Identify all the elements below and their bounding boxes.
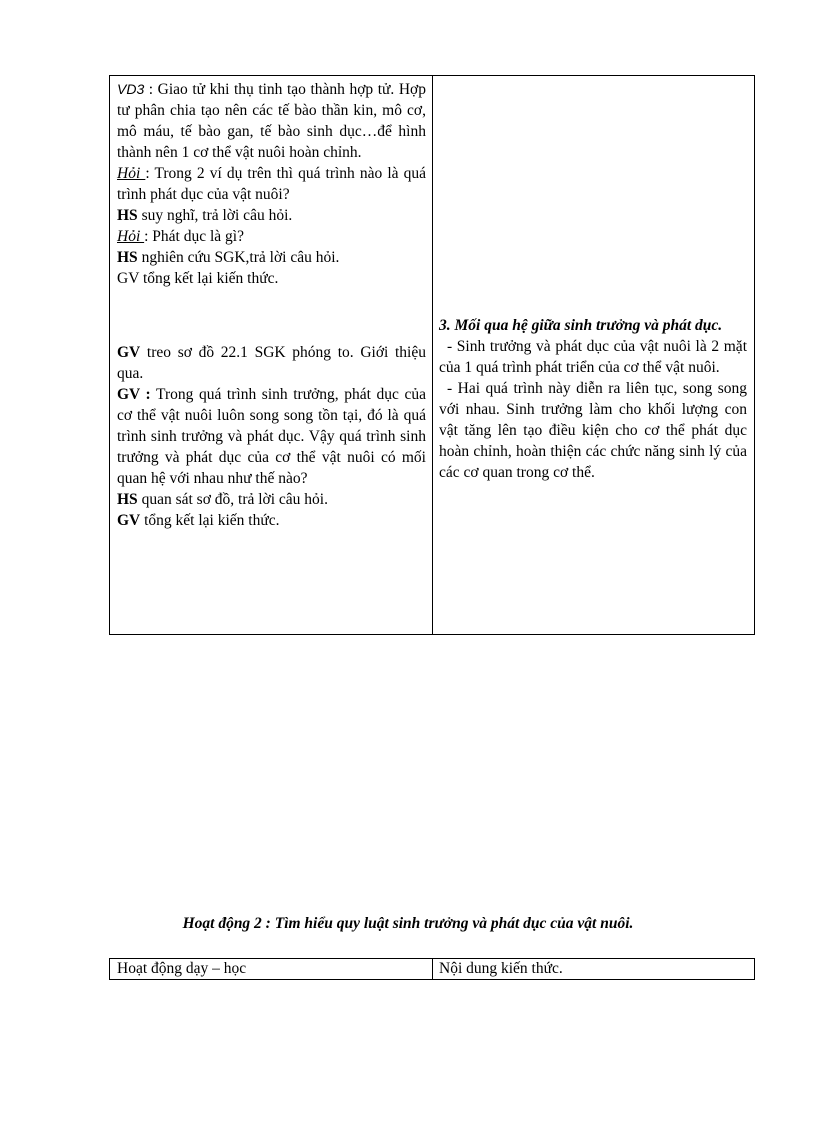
hs-answer-3 bbox=[117, 489, 426, 510]
hs-label: HS bbox=[117, 207, 138, 224]
question-1 bbox=[117, 163, 426, 205]
gv-diagram-text: treo sơ đồ 22.1 SGK phóng to. Giới thiệu qua. bbox=[117, 344, 426, 382]
relationship-point-1: - Sinh trưởng và phát dục của vật nuôi là 2 mặt của 1 quá trình phát triển của cơ thể vật nuôi. bbox=[439, 338, 747, 376]
gv-question-text: Trong quá trình sinh trưởng, phát dục của cơ thể vật nuôi luôn song song tồn tại, đó là quá trình sinh trưởng và phát dục. Vậy quá trình sinh trưởng và phát dục của cơ thể vật nuôi có mối quan hệ với nhau như thế nào? bbox=[117, 386, 427, 487]
vd3-text: : Giao tử khi thụ tinh tạo thành hợp tử. Hợp tư phân chia tạo nên các tế bào thần kin, mô cơ, mô máu, tế bào gan, tế bào sinh dục…để hình thành nên 1 cơ thể vật nuôi hoàn chỉnh. bbox=[117, 81, 426, 161]
hoi-label: Hỏi bbox=[117, 228, 145, 245]
hs-answer-2 bbox=[117, 247, 426, 268]
teaching-activities-cell bbox=[110, 76, 433, 634]
relationship-point-2: - Hai quá trình này diễn ra liên tục, song song với nhau. Sinh trưởng làm cho khối lượng con vật tăng lên tạo điều kiện cho cơ thể phát dục hoàn chỉnh, hoàn thiện các chức năng sinh lý của các cơ quan trong cơ thể. bbox=[439, 380, 747, 481]
lesson-table bbox=[109, 75, 755, 635]
gv-label: GV bbox=[117, 512, 141, 529]
gv-label: GV bbox=[117, 344, 141, 361]
question-1-text: : Trong 2 ví dụ trên thì quá trình nào là quá trình phát dục của vật nuôi? bbox=[117, 165, 427, 203]
teaching-activities-header: Hoạt động dạy – học bbox=[110, 959, 433, 979]
gv-label: GV : bbox=[117, 386, 151, 403]
gv-question bbox=[117, 384, 426, 489]
hs-answer-2-text: nghiên cứu SGK,trả lời câu hỏi. bbox=[137, 249, 340, 266]
hs-label: HS bbox=[117, 491, 138, 508]
hs-label: HS bbox=[117, 249, 138, 266]
hs-answer-1-text: suy nghĩ, trả lời câu hỏi. bbox=[137, 207, 293, 224]
gv-summary-2 bbox=[117, 510, 426, 531]
question-2 bbox=[117, 226, 426, 247]
knowledge-content-header: Nội dung kiến thức. bbox=[439, 960, 563, 977]
vd3-label: VD3 bbox=[117, 81, 145, 97]
question-2-text: : Phát dục là gì? bbox=[144, 228, 244, 245]
vd3-paragraph bbox=[117, 79, 426, 163]
gv-diagram-intro bbox=[117, 342, 426, 384]
gv-summary-2-text: tổng kết lại kiến thức. bbox=[140, 512, 280, 529]
gv-summary-1: GV tổng kết lại kiến thức. bbox=[117, 270, 279, 287]
hoi-label: Hỏi bbox=[117, 165, 146, 182]
hs-answer-3-text: quan sát sơ đồ, trả lời câu hỏi. bbox=[137, 491, 328, 508]
hs-answer-1 bbox=[117, 205, 426, 226]
activity-2-table bbox=[109, 958, 755, 980]
knowledge-content-cell bbox=[433, 76, 754, 634]
activity-2-title: Hoạt động 2 : Tìm hiểu quy luật sinh trưởng và phát dục của vật nuôi. bbox=[182, 915, 634, 932]
relationship-heading: 3. Mối qua hệ giữa sinh trưởng và phát dục. bbox=[439, 317, 723, 334]
